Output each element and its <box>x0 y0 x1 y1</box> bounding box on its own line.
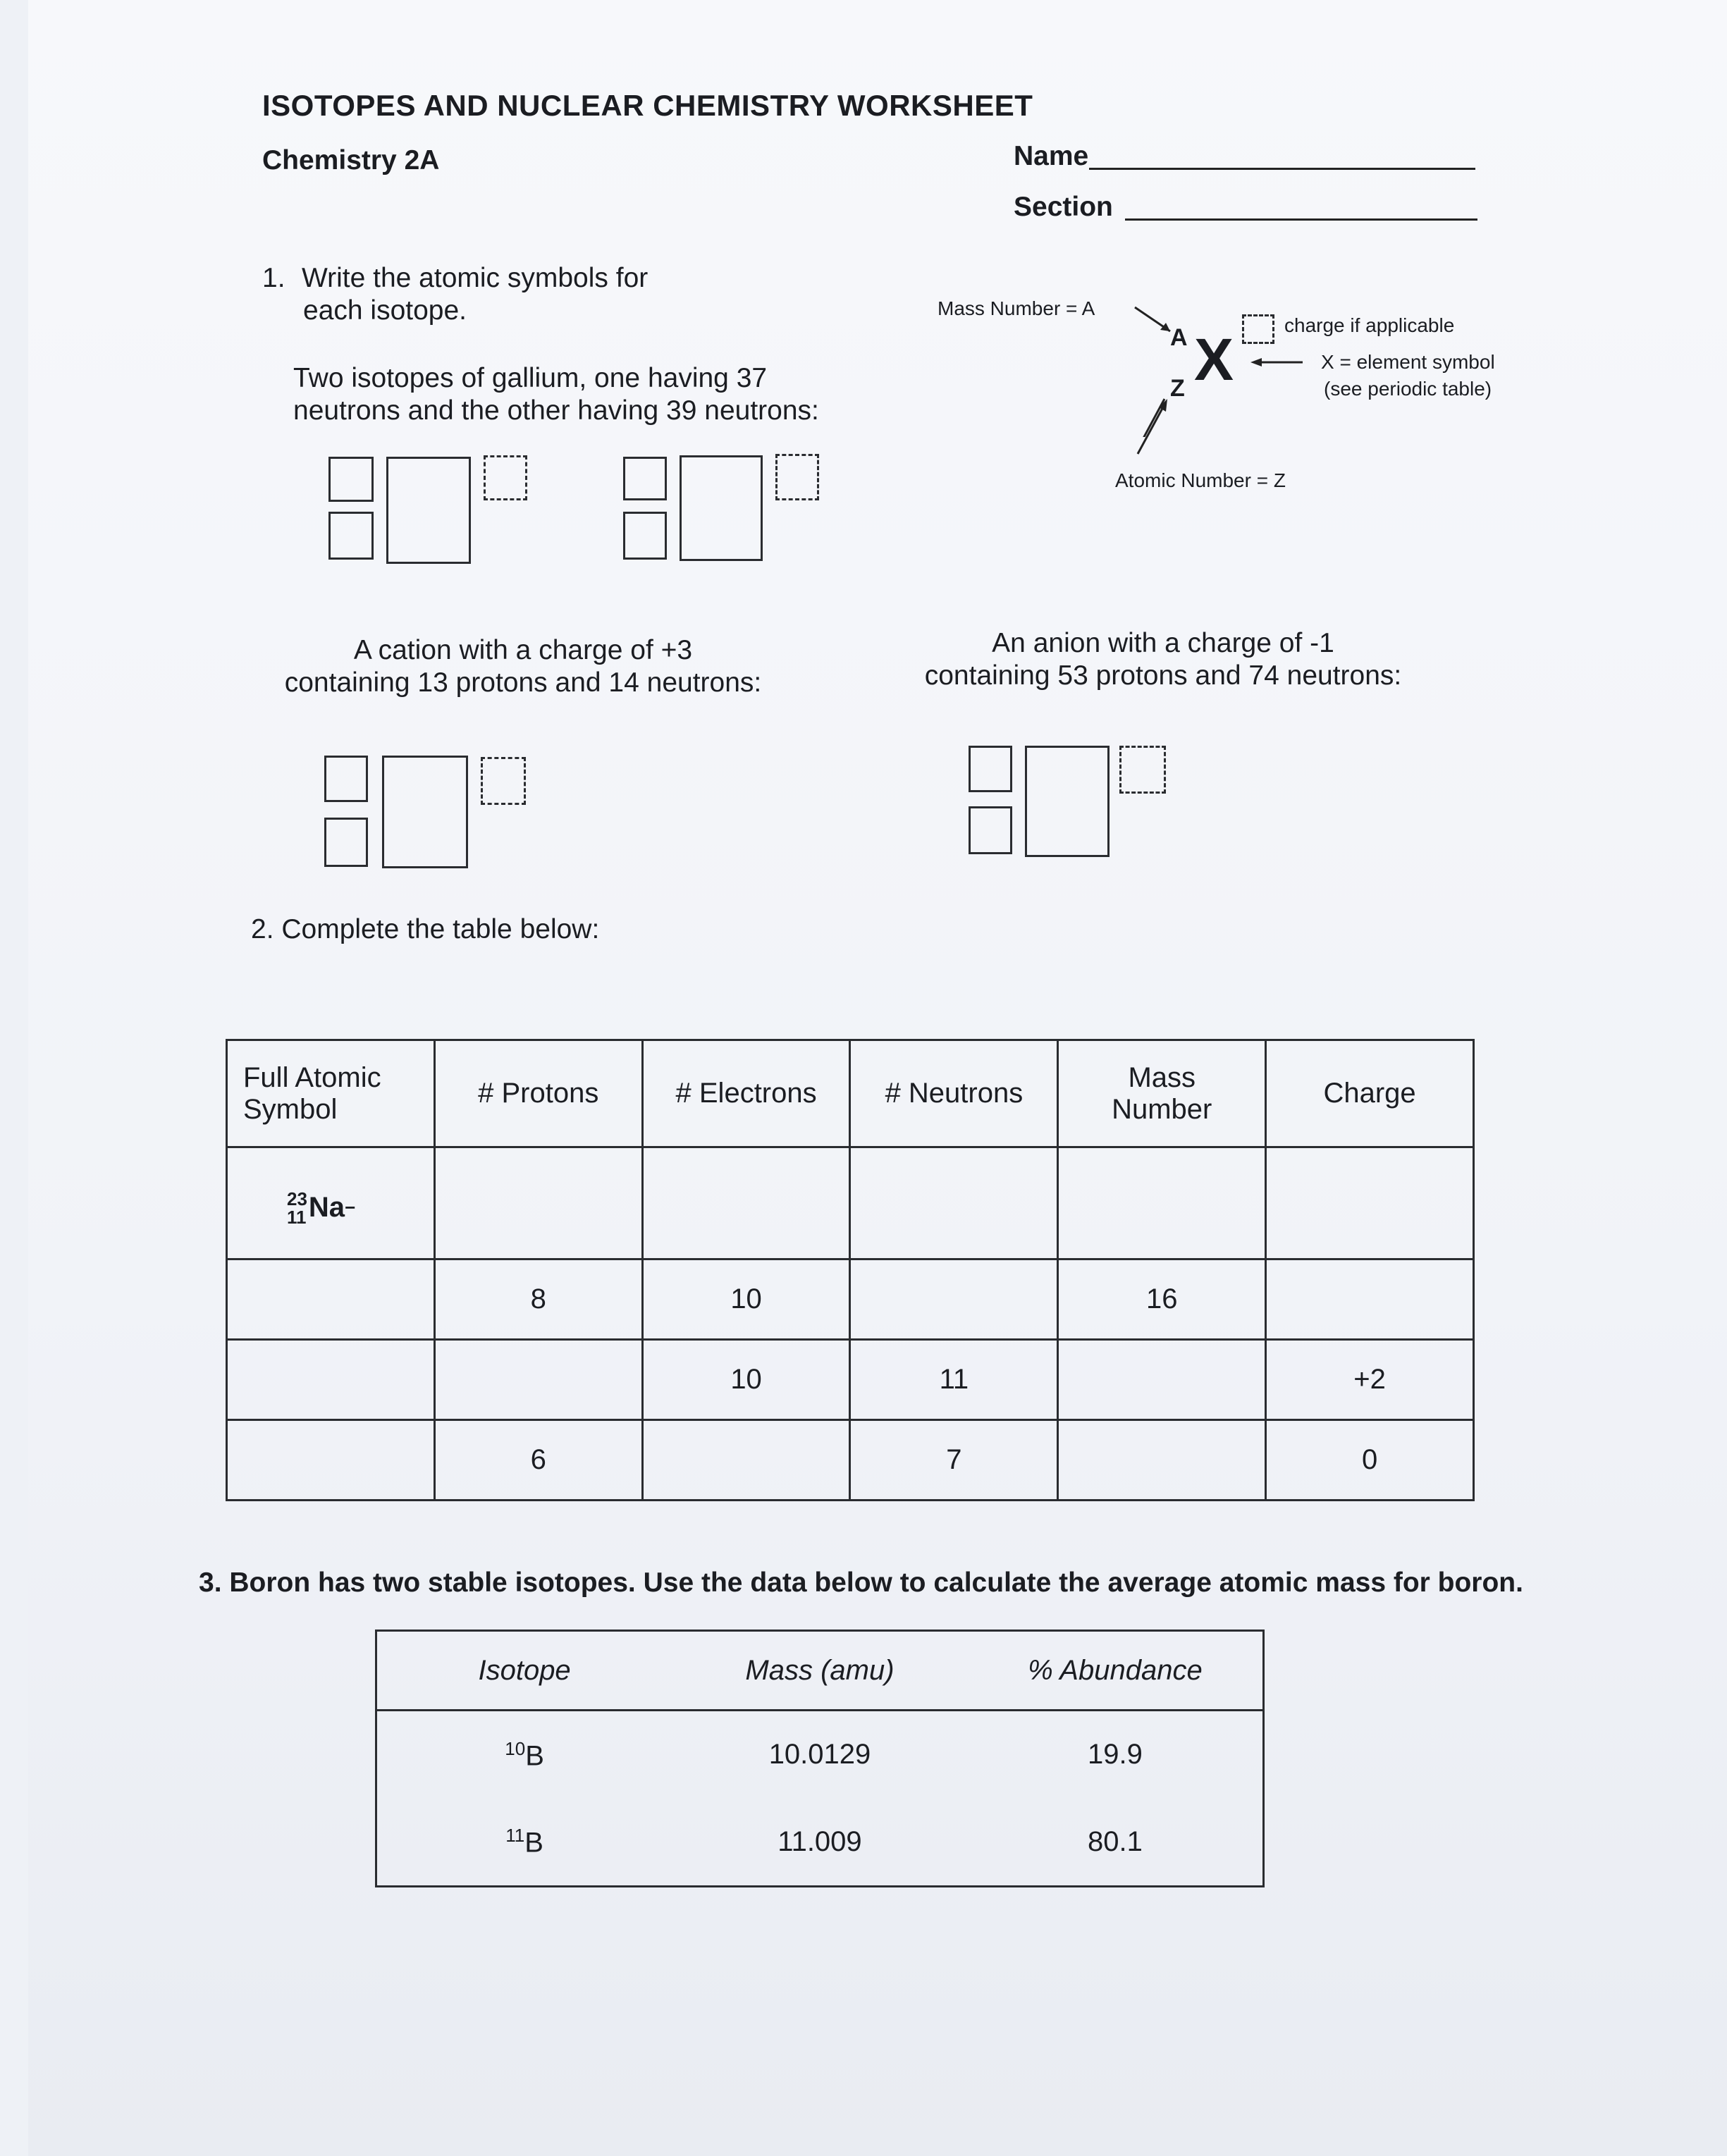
table-row <box>376 1799 1264 1887</box>
cation-mass-box[interactable] <box>324 756 368 802</box>
section-field[interactable] <box>1125 218 1477 221</box>
sodium-charge: − <box>345 1197 356 1219</box>
boron-header-row <box>376 1631 1264 1711</box>
ga2-symbol-box[interactable] <box>680 455 763 561</box>
boron10-abundance: 19.9 <box>1087 1739 1143 1770</box>
row4-electrons[interactable] <box>642 1420 850 1501</box>
table-header-row <box>227 1040 1474 1147</box>
legend-symbol-x: X <box>1194 326 1234 393</box>
anion-line1: An anion with a charge of -1 <box>992 628 1334 658</box>
isotope-table <box>226 1039 1475 1501</box>
header-full-atomic-symbol <box>227 1040 435 1147</box>
boron11-abundance: 80.1 <box>1087 1825 1143 1857</box>
q3-prompt: 3. Boron has two stable isotopes. Use the data below to calculate the average atomic mass for boron. <box>199 1567 1523 1598</box>
sodium-mass-number: 23 <box>287 1188 307 1209</box>
header-neutrons: # Neutrons <box>850 1040 1058 1147</box>
boron-header-abundance: % Abundance <box>968 1631 1264 1711</box>
row1-mass-number[interactable] <box>1058 1147 1266 1259</box>
gallium-prompt <box>293 362 871 427</box>
header-mass-number <box>1058 1040 1266 1147</box>
row2-electrons: 10 <box>642 1259 850 1340</box>
row1-protons[interactable] <box>434 1147 642 1259</box>
header-full-atomic-line1: Full Atomic <box>243 1061 381 1093</box>
legend-atomic-number: Atomic Number = Z <box>1115 469 1286 491</box>
legend-charge-box <box>1242 314 1274 344</box>
legend-mass-number: Mass Number = A <box>938 297 1095 319</box>
anion-charge-box[interactable] <box>1119 746 1166 794</box>
legend-symbol-z: Z <box>1170 375 1185 402</box>
anion-mass-box[interactable] <box>969 746 1012 792</box>
section-label: Section <box>1014 192 1113 222</box>
boron10-mass-number: 10 <box>505 1737 526 1759</box>
legend-element-symbol: X = element symbol <box>1321 351 1495 373</box>
q1-prompt <box>262 262 648 295</box>
row1-neutrons[interactable] <box>850 1147 1058 1259</box>
row4-protons: 6 <box>434 1420 642 1501</box>
course-label: Chemistry 2A <box>262 145 440 175</box>
row3-neutrons: 11 <box>850 1340 1058 1420</box>
row1-electrons[interactable] <box>642 1147 850 1259</box>
anion-line2: containing 53 protons and 74 neutrons: <box>924 660 1402 691</box>
header-electrons: # Electrons <box>642 1040 850 1147</box>
row4-mass-number[interactable] <box>1058 1420 1266 1501</box>
name-label: Name <box>1014 141 1089 171</box>
cation-line1: A cation with a charge of +3 <box>353 635 693 665</box>
anion-symbol-box[interactable] <box>1025 746 1110 857</box>
legend-charge: charge if applicable <box>1284 314 1455 336</box>
legend-periodic: (see periodic table) <box>1324 378 1492 400</box>
q1-number: 1. <box>262 263 285 293</box>
row1-charge[interactable] <box>1266 1147 1474 1259</box>
boron-table <box>375 1630 1265 1887</box>
sodium-element: Na <box>308 1192 345 1224</box>
cation-symbol-box[interactable] <box>382 756 468 868</box>
table-row <box>227 1259 1474 1340</box>
sodium-atomic-number: 11 <box>287 1206 307 1228</box>
gallium-line2: neutrons and the other having 39 neutrons: <box>293 395 819 426</box>
header-charge: Charge <box>1266 1040 1474 1147</box>
q1-prompt-line2: each isotope. <box>303 295 467 326</box>
worksheet-title: ISOTOPES AND NUCLEAR CHEMISTRY WORKSHEET <box>262 89 1033 122</box>
table-row <box>227 1420 1474 1501</box>
table-row <box>227 1340 1474 1420</box>
row2-neutrons[interactable] <box>850 1259 1058 1340</box>
header-mass-line2: Number <box>1112 1093 1212 1125</box>
table-row <box>227 1147 1474 1259</box>
legend-symbol-a: A <box>1170 324 1188 351</box>
row1-symbol-cell <box>227 1147 435 1259</box>
q1-prompt-line1: Write the atomic symbols for <box>302 263 649 293</box>
boron-header-isotope: Isotope <box>376 1631 672 1711</box>
header-full-atomic-line2: Symbol <box>243 1093 338 1125</box>
anion-atomic-box[interactable] <box>969 806 1012 854</box>
boron-header-mass: Mass (amu) <box>672 1631 968 1711</box>
row3-protons[interactable] <box>434 1340 642 1420</box>
row3-electrons: 10 <box>642 1340 850 1420</box>
header-protons: # Protons <box>434 1040 642 1147</box>
row4-charge: 0 <box>1266 1420 1474 1501</box>
ga2-atomic-box[interactable] <box>623 512 667 560</box>
ga1-mass-box[interactable] <box>328 457 374 502</box>
row2-mass-number: 16 <box>1058 1259 1266 1340</box>
boron11-element: B <box>524 1827 543 1859</box>
row4-neutrons: 7 <box>850 1420 1058 1501</box>
cation-charge-box[interactable] <box>481 757 526 805</box>
row3-charge: +2 <box>1266 1340 1474 1420</box>
ga1-symbol-box[interactable] <box>386 457 471 564</box>
ga2-mass-box[interactable] <box>623 457 667 500</box>
name-field[interactable] <box>1089 168 1475 170</box>
row4-symbol[interactable] <box>227 1420 435 1501</box>
cation-prompt <box>255 634 791 699</box>
q2-prompt: 2. Complete the table below: <box>251 914 600 944</box>
cation-atomic-box[interactable] <box>324 818 368 867</box>
boron10-mass: 10.0129 <box>768 1739 871 1770</box>
row2-charge[interactable] <box>1266 1259 1474 1340</box>
row3-symbol[interactable] <box>227 1340 435 1420</box>
ga1-atomic-box[interactable] <box>328 512 374 560</box>
legend-x-arrow <box>1249 355 1305 369</box>
row2-protons: 8 <box>434 1259 642 1340</box>
anion-prompt <box>874 627 1452 692</box>
gallium-line1: Two isotopes of gallium, one having 37 <box>293 363 768 393</box>
sodium-symbol <box>287 1190 355 1226</box>
ga2-charge-box[interactable] <box>775 454 819 500</box>
row3-mass-number[interactable] <box>1058 1340 1266 1420</box>
table-row <box>376 1711 1264 1799</box>
header-mass-line1: Mass <box>1128 1061 1196 1093</box>
boron10-isotope <box>376 1711 672 1799</box>
cation-line2: containing 13 protons and 14 neutrons: <box>284 667 762 698</box>
boron11-isotope <box>376 1799 672 1887</box>
boron11-mass-number: 11 <box>505 1825 525 1847</box>
boron11-mass: 11.009 <box>778 1825 862 1857</box>
row2-symbol[interactable] <box>227 1259 435 1340</box>
boron10-element: B <box>525 1739 544 1771</box>
ga1-charge-box[interactable] <box>484 455 527 500</box>
